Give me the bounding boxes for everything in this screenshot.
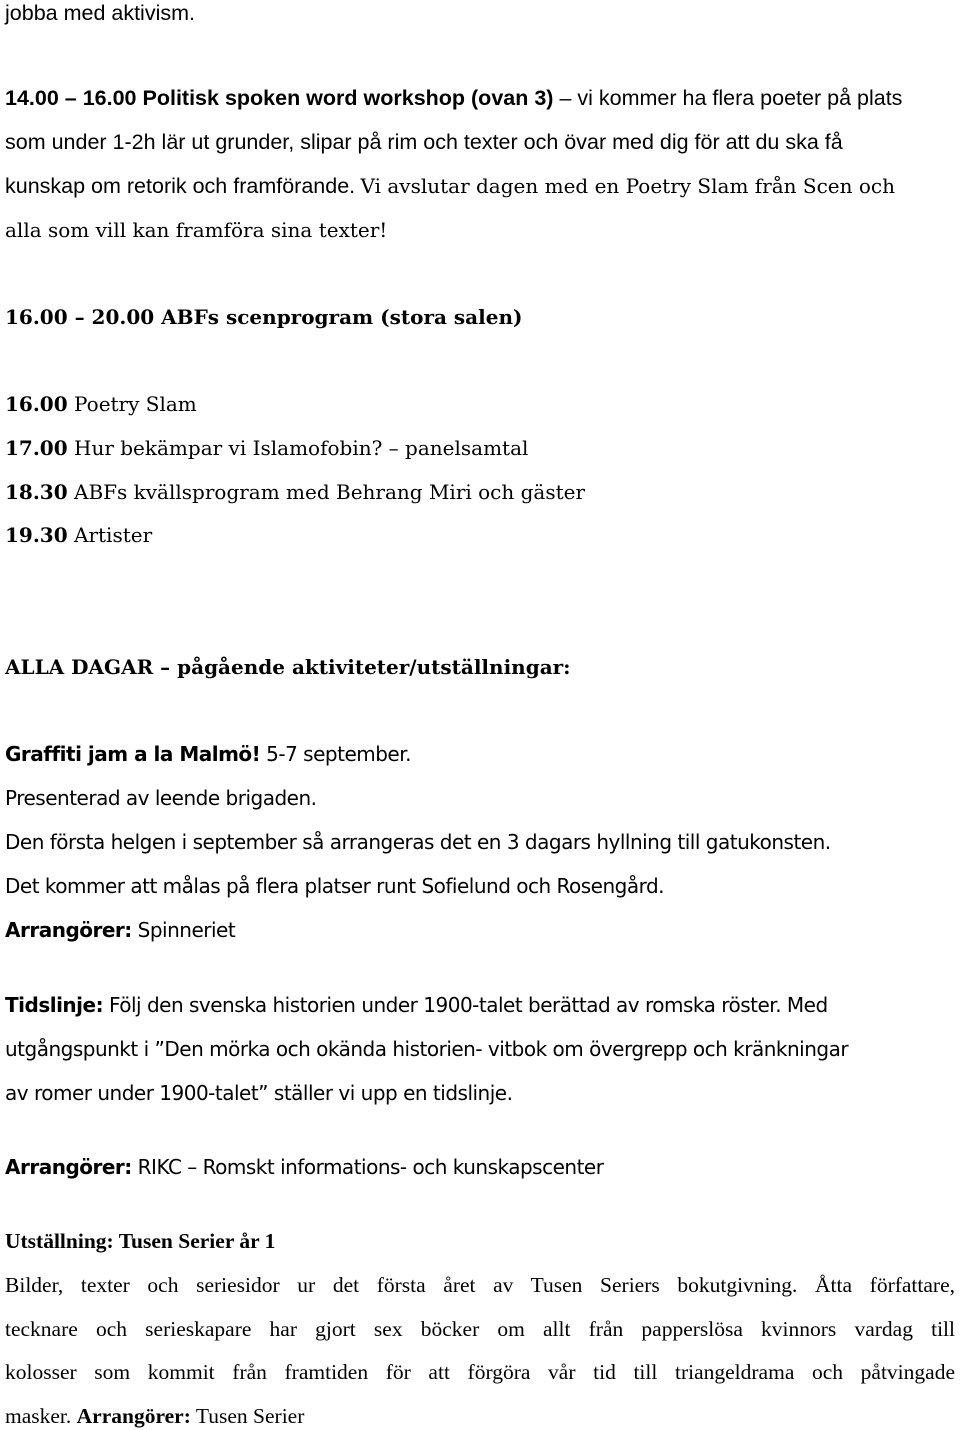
- abf-heading: [5, 307, 522, 327]
- tusen-line-1: [5, 1275, 955, 1297]
- arrangers-label: Arrangörer:: [76, 1404, 191, 1428]
- graffiti-line-2: Presenterad av leende brigaden.: [5, 786, 317, 810]
- tusen-heading-text: Utställning: Tusen Serier år 1: [5, 1229, 276, 1253]
- graffiti-title-line: [5, 744, 411, 764]
- program-text: Poetry Slam: [74, 392, 197, 416]
- workshop-line-1: [5, 88, 902, 110]
- tusen-text: Bilder, texter och seriesidor ur det första året av Tusen Seriers bokutgivning. Åtta författare,: [5, 1273, 955, 1297]
- program-item: [5, 525, 152, 545]
- program-time: 16.00: [5, 392, 68, 416]
- tusen-text: tecknare och serieskapare har gjort sex böcker om allt från papperslösa kvinnors vardag till: [5, 1317, 955, 1341]
- program-time: 18.30: [5, 480, 68, 504]
- tusen-line-2: [5, 1319, 955, 1341]
- arrangers-value: RIKC – Romskt informations- och kunskapscenter: [137, 1155, 604, 1179]
- graffiti-line-4: Det kommer att målas på flera platser runt Sofielund och Rosengård.: [5, 874, 665, 898]
- tidslinje-line-1: [5, 995, 828, 1015]
- section-heading-text: ALLA DAGAR – pågående aktiviteter/utställningar:: [5, 655, 571, 679]
- arrangers-value: Tusen Serier: [195, 1404, 305, 1428]
- tidslinje-text: Följ den svenska historien under 1900-talet berättad av romska röster. Med: [108, 993, 828, 1017]
- program-time: 17.00: [5, 436, 68, 460]
- graffiti-arrangers: [5, 920, 235, 940]
- workshop-text: kunskap om retorik och framförande.: [5, 174, 356, 198]
- workshop-desc: – vi kommer ha flera poeter på plats: [559, 86, 903, 110]
- tusen-line-3: [5, 1362, 955, 1384]
- tusen-text: masker.: [5, 1404, 72, 1428]
- workshop-line-2: som under 1-2h lär ut grunder, slipar på rim och texter och övar med dig för att du ska få: [5, 130, 843, 154]
- workshop-line-3: [5, 176, 895, 198]
- arrangers-value: Spinneriet: [137, 918, 236, 942]
- program-text: ABFs kvällsprogram med Behrang Miri och gäster: [74, 480, 586, 504]
- graffiti-line-3: Den första helgen i september så arrangeras det en 3 dagars hyllning till gatukonsten.: [5, 830, 831, 854]
- program-item: [5, 438, 528, 458]
- arrangers-label: Arrangörer:: [5, 1155, 132, 1179]
- tusen-line-4: [5, 1406, 304, 1428]
- text-line: jobba med aktivism.: [5, 1, 195, 25]
- tusen-heading: [5, 1231, 275, 1253]
- workshop-time: 14.00 – 16.00: [5, 86, 137, 110]
- tidslinje-line-3: av romer under 1900-talet” ställer vi upp en tidslinje.: [5, 1081, 513, 1105]
- program-item: [5, 394, 197, 414]
- program-item: [5, 482, 585, 502]
- section-heading: [5, 657, 571, 677]
- workshop-title: Politisk spoken word workshop (ovan 3): [142, 86, 554, 110]
- workshop-text-cont: Vi avslutar dagen med en Poetry Slam från Scen och: [360, 174, 895, 198]
- workshop-line-4: alla som vill kan framföra sina texter!: [5, 218, 388, 242]
- program-text: Artister: [74, 523, 153, 547]
- tidslinje-line-2: utgångspunkt i ”Den mörka och okända historien- vitbok om övergrepp och kränkningar: [5, 1037, 849, 1061]
- tidslinje-arrangers: [5, 1157, 603, 1177]
- tusen-text: kolosser som kommit från framtiden för att förgöra vår tid till triangeldrama och påtvingade: [5, 1360, 955, 1384]
- graffiti-date: 5-7 september.: [266, 742, 411, 766]
- tidslinje-label: Tidslinje:: [5, 993, 104, 1017]
- program-time: 19.30: [5, 523, 68, 547]
- program-text: Hur bekämpar vi Islamofobin? – panelsamtal: [74, 436, 529, 460]
- abf-heading-text: 16.00 – 20.00 ABFs scenprogram (stora salen): [5, 305, 523, 329]
- graffiti-title: Graffiti jam a la Malmö!: [5, 742, 261, 766]
- arrangers-label: Arrangörer:: [5, 918, 132, 942]
